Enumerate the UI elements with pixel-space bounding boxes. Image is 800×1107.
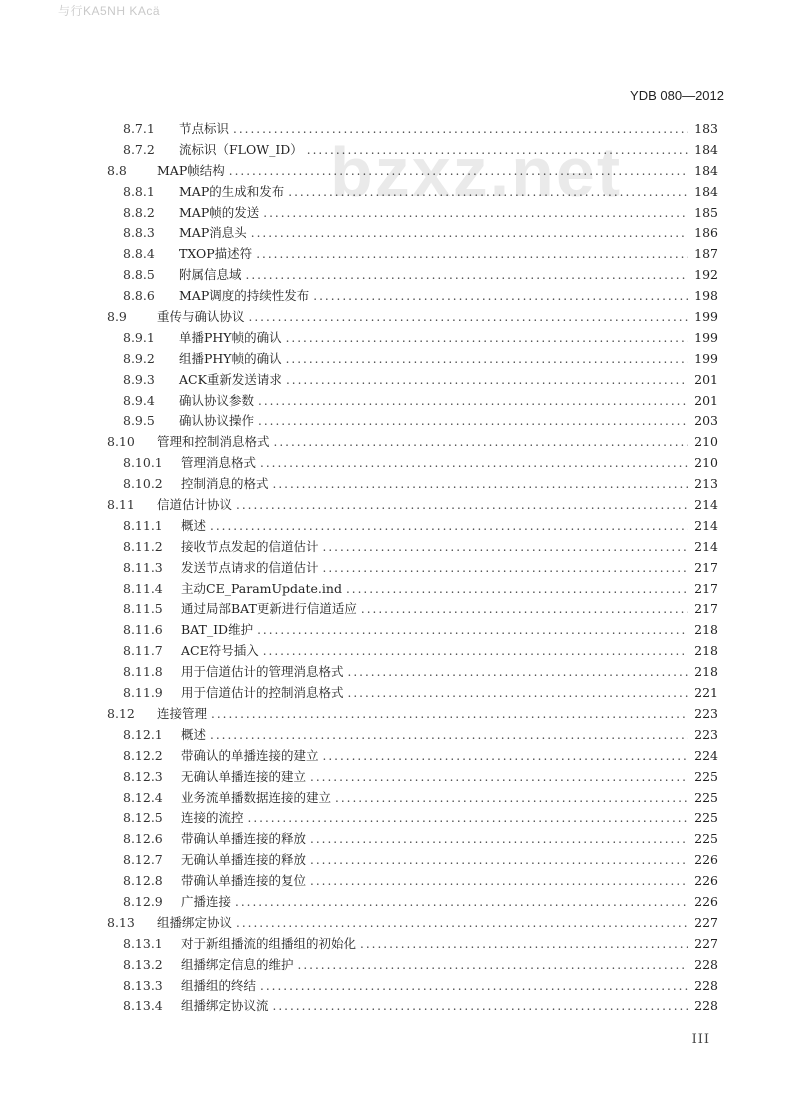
toc-entry-title: MAP消息头 — [179, 225, 247, 241]
toc-entry-page: 187 — [694, 246, 718, 262]
toc-dot-leader — [310, 853, 688, 867]
toc-entry[interactable] — [107, 223, 718, 244]
toc-entry-page: 214 — [694, 538, 718, 554]
toc-entry-number: 8.12.7 — [123, 852, 163, 868]
toc-dot-leader — [298, 958, 688, 972]
toc-entry-number: 8.12.6 — [123, 831, 163, 847]
toc-entry-title: 单播PHY帧的确认 — [179, 329, 282, 345]
toc-dot-leader — [229, 164, 688, 178]
toc-entry-page: 217 — [694, 559, 718, 575]
toc-entry-title: 组播绑定协议流 — [181, 998, 269, 1014]
toc-entry-number: 8.12.1 — [123, 726, 163, 742]
toc-dot-leader — [310, 874, 688, 888]
toc-entry-title: 节点标识 — [179, 121, 230, 136]
toc-entry-title: 重传与确认协议 — [157, 309, 245, 325]
toc-entry[interactable] — [107, 599, 718, 620]
toc-dot-leader — [258, 414, 688, 428]
toc-dot-leader — [274, 435, 688, 449]
toc-entry-number: 8.9.3 — [123, 371, 155, 387]
toc-dot-leader — [310, 770, 688, 784]
toc-dot-leader — [249, 310, 688, 324]
toc-entry-number: 8.11.4 — [123, 580, 163, 596]
toc-entry-title: 组播PHY帧的确认 — [179, 350, 282, 366]
toc-entry-number: 8.8.6 — [123, 288, 155, 304]
toc-entry-title: 组播组的终结 — [181, 977, 257, 993]
toc-entry-title: 带确认的单播连接的建立 — [181, 747, 319, 763]
toc-entry-title: ACE符号插入 — [181, 643, 259, 659]
top-header-mark: 与行KA5NH KAcä — [58, 4, 161, 18]
toc-entry-number: 8.9.4 — [123, 392, 155, 408]
toc-dot-leader — [335, 791, 688, 805]
toc-entry[interactable] — [107, 913, 718, 934]
toc-entry-title: 连接的流控 — [181, 810, 244, 826]
toc-dot-leader — [286, 331, 688, 345]
toc-entry[interactable] — [107, 850, 718, 871]
toc-entry-number: 8.12.2 — [123, 747, 163, 763]
toc-entry-page: 192 — [694, 267, 718, 283]
toc-dot-leader — [263, 206, 688, 220]
toc-entry[interactable] — [107, 161, 718, 182]
toc-entry[interactable] — [107, 474, 718, 495]
toc-dot-leader — [248, 811, 688, 825]
toc-entry-number: 8.9 — [107, 309, 127, 325]
toc-dot-leader — [260, 456, 688, 470]
toc-entry-title: 无确认单播连接的释放 — [181, 852, 307, 868]
toc-entry-number: 8.10 — [107, 434, 135, 450]
toc-dot-leader — [288, 185, 688, 199]
toc-entry[interactable] — [107, 996, 718, 1017]
toc-entry[interactable] — [107, 955, 718, 976]
toc-entry-page: 227 — [694, 935, 718, 951]
toc-entry-page: 223 — [694, 705, 718, 721]
toc-entry-number: 8.8.1 — [123, 183, 155, 199]
toc-entry-title: TXOP描述符 — [179, 246, 253, 262]
toc-entry-number: 8.12.9 — [123, 893, 163, 909]
toc-entry[interactable] — [107, 746, 718, 767]
toc-entry[interactable] — [107, 119, 718, 140]
toc-dot-leader — [211, 707, 688, 721]
toc-dot-leader — [258, 394, 688, 408]
toc-dot-leader — [323, 561, 688, 575]
toc-entry[interactable] — [107, 683, 718, 704]
toc-entry[interactable] — [107, 495, 718, 516]
toc-entry-title: 主动CE_ParamUpdate.ind — [181, 580, 342, 596]
toc-entry-number: 8.13.1 — [123, 935, 163, 951]
toc-entry[interactable] — [107, 871, 718, 892]
toc-entry-page: 226 — [694, 852, 718, 868]
toc-entry-page: 214 — [694, 497, 718, 513]
toc-entry-page: 199 — [694, 350, 718, 366]
toc-dot-leader — [346, 582, 688, 596]
toc-entry-page: 224 — [694, 747, 718, 763]
toc-entry-number: 8.8.3 — [123, 225, 155, 241]
toc-dot-leader — [235, 895, 688, 909]
toc-entry[interactable] — [107, 620, 718, 641]
toc-entry[interactable] — [107, 641, 718, 662]
toc-entry-title: 组播绑定信息的维护 — [181, 956, 294, 972]
toc-entry[interactable] — [107, 829, 718, 850]
toc-entry-title: 连接管理 — [157, 705, 208, 721]
toc-entry-page: 226 — [694, 873, 718, 889]
toc-dot-leader — [236, 916, 688, 930]
toc-dot-leader — [307, 143, 688, 157]
toc-dot-leader — [236, 498, 688, 512]
toc-entry-number: 8.12.8 — [123, 873, 163, 889]
toc-entry-number: 8.10.2 — [123, 476, 163, 492]
toc-entry-page: 201 — [694, 392, 718, 408]
toc-entry[interactable] — [107, 537, 718, 558]
toc-entry-title: 用于信道估计的控制消息格式 — [181, 685, 344, 701]
toc-dot-leader — [233, 122, 688, 136]
toc-entry[interactable] — [107, 453, 718, 474]
toc-entry-number: 8.13.3 — [123, 977, 163, 993]
toc-entry-title: MAP的生成和发布 — [179, 183, 285, 199]
toc-entry-page: 184 — [694, 183, 718, 199]
toc-entry[interactable] — [107, 976, 718, 997]
toc-entry-number: 8.12.5 — [123, 810, 163, 826]
toc-entry-number: 8.11.5 — [123, 601, 163, 617]
toc-entry-title: BAT_ID维护 — [181, 622, 254, 638]
toc-entry-title: 用于信道估计的管理消息格式 — [181, 664, 344, 680]
toc-entry-page: 223 — [694, 726, 718, 742]
toc-entry-number: 8.11.6 — [123, 622, 163, 638]
toc-dot-leader — [273, 477, 688, 491]
toc-entry-title: 流标识（FLOW_ID） — [179, 141, 303, 157]
toc-entry-number: 8.8.4 — [123, 246, 155, 262]
toc-entry-title: 业务流单播数据连接的建立 — [181, 789, 332, 805]
toc-entry-page: 221 — [694, 685, 718, 701]
toc-entry-page: 226 — [694, 893, 718, 909]
toc-entry-number: 8.12 — [107, 705, 135, 721]
toc-entry[interactable] — [107, 244, 718, 265]
toc-entry-number: 8.12.3 — [123, 768, 163, 784]
toc-dot-leader — [360, 937, 688, 951]
toc-entry-title: MAP调度的持续性发布 — [179, 288, 310, 304]
toc-dot-leader — [260, 979, 688, 993]
toc-entry-page: 198 — [694, 288, 718, 304]
toc-dot-leader — [286, 373, 688, 387]
toc-dot-leader — [323, 749, 688, 763]
toc-entry-number: 8.10.1 — [123, 455, 163, 471]
toc-entry-title: 概述 — [181, 517, 207, 533]
toc-entry-page: 218 — [694, 643, 718, 659]
toc-entry[interactable] — [107, 788, 718, 809]
toc-entry[interactable] — [107, 579, 718, 600]
toc-entry-page: 227 — [694, 914, 718, 930]
toc-entry-page: 217 — [694, 601, 718, 617]
toc-dot-leader — [348, 665, 688, 679]
toc-entry-number: 8.11.8 — [123, 664, 163, 680]
toc-entry-title: 确认协议操作 — [179, 413, 255, 429]
toc-entry-title: MAP帧结构 — [157, 162, 225, 178]
document-code: YDB 080—2012 — [630, 88, 724, 103]
toc-entry-number: 8.11.9 — [123, 685, 163, 701]
toc-entry-title: 带确认单播连接的释放 — [181, 831, 307, 847]
toc-entry-page: 228 — [694, 977, 718, 993]
toc-entry-number: 8.9.1 — [123, 329, 155, 345]
toc-entry-number: 8.9.2 — [123, 350, 155, 366]
toc-entry-page: 186 — [694, 225, 718, 241]
toc-entry[interactable] — [107, 558, 718, 579]
toc-dot-leader — [348, 686, 688, 700]
toc-entry[interactable] — [107, 307, 718, 328]
toc-entry[interactable] — [107, 411, 718, 432]
toc-entry-number: 8.13 — [107, 914, 135, 930]
toc-entry-title: 发送节点请求的信道估计 — [181, 559, 319, 575]
toc-dot-leader — [310, 832, 688, 846]
toc-entry-page: 218 — [694, 622, 718, 638]
toc-entry-page: 183 — [694, 121, 718, 136]
toc-entry[interactable] — [107, 808, 718, 829]
toc-entry-number: 8.12.4 — [123, 789, 163, 805]
toc-entry-number: 8.7.2 — [123, 141, 155, 157]
toc-entry-title: 概述 — [181, 726, 207, 742]
toc-dot-leader — [263, 644, 688, 658]
toc-entry-number: 8.11.1 — [123, 517, 163, 533]
watermark: bzxz.net — [330, 133, 623, 211]
toc-entry-title: 确认协议参数 — [179, 392, 255, 408]
toc-dot-leader — [323, 540, 688, 554]
toc-entry-number: 8.11.3 — [123, 559, 163, 575]
toc-entry[interactable] — [107, 182, 718, 203]
toc-entry[interactable] — [107, 391, 718, 412]
toc-dot-leader — [256, 247, 688, 261]
toc-entry-number: 8.11.2 — [123, 538, 163, 554]
toc-entry-page: 225 — [694, 831, 718, 847]
toc-entry-title: 管理和控制消息格式 — [157, 434, 270, 450]
toc-entry[interactable] — [107, 704, 718, 725]
toc-entry-number: 8.8.5 — [123, 267, 155, 283]
toc-dot-leader — [313, 289, 688, 303]
toc-entry-page: 184 — [694, 162, 718, 178]
page-folio: III — [691, 1032, 710, 1047]
toc-dot-leader — [210, 519, 688, 533]
toc-entry-page: 213 — [694, 476, 718, 492]
toc-entry-title: ACK重新发送请求 — [179, 371, 282, 387]
toc-dot-leader — [210, 728, 688, 742]
toc-entry[interactable] — [107, 892, 718, 913]
toc-entry[interactable] — [107, 370, 718, 391]
toc-entry-page: 228 — [694, 956, 718, 972]
toc-entry-page: 199 — [694, 309, 718, 325]
toc-entry-number: 8.13.4 — [123, 998, 163, 1014]
toc-entry-page: 225 — [694, 768, 718, 784]
toc-dot-leader — [361, 602, 688, 616]
toc-dot-leader — [251, 226, 688, 240]
toc-entry[interactable] — [107, 516, 718, 537]
toc-entry-page: 214 — [694, 517, 718, 533]
toc-entry[interactable] — [107, 286, 718, 307]
toc-entry-number: 8.8.2 — [123, 204, 155, 220]
toc-entry-number: 8.9.5 — [123, 413, 155, 429]
toc-dot-leader — [286, 352, 688, 366]
toc-entry-page: 225 — [694, 789, 718, 805]
toc-entry-title: 管理消息格式 — [181, 455, 257, 471]
toc-entry[interactable] — [107, 328, 718, 349]
toc-entry-title: 广播连接 — [181, 893, 232, 909]
toc-entry-title: 通过局部BAT更新进行信道适应 — [181, 601, 357, 617]
toc-entry-number: 8.13.2 — [123, 956, 163, 972]
toc-entry-title: 信道估计协议 — [157, 497, 233, 513]
toc-entry-page: 217 — [694, 580, 718, 596]
toc-entry-title: 控制消息的格式 — [181, 476, 269, 492]
toc-dot-leader — [257, 623, 688, 637]
toc-entry-title: 无确认单播连接的建立 — [181, 768, 307, 784]
toc-entry-title: 附属信息域 — [179, 267, 242, 283]
toc-dot-leader — [246, 268, 688, 282]
toc-entry-page: 185 — [694, 204, 718, 220]
toc-entry-page: 184 — [694, 141, 718, 157]
toc-entry[interactable] — [107, 662, 718, 683]
toc-entry-number: 8.11.7 — [123, 643, 163, 659]
toc-entry[interactable] — [107, 203, 718, 224]
toc-dot-leader — [273, 999, 688, 1013]
toc-entry[interactable] — [107, 767, 718, 788]
toc-entry-page: 218 — [694, 664, 718, 680]
toc-entry-title: 接收节点发起的信道估计 — [181, 538, 319, 554]
toc-entry-title: 带确认单播连接的复位 — [181, 873, 307, 889]
toc-entry-title: 对于新组播流的组播组的初始化 — [181, 935, 357, 951]
toc-entry[interactable] — [107, 432, 718, 453]
toc-entry[interactable] — [107, 265, 718, 286]
toc-entry-page: 225 — [694, 810, 718, 826]
toc-entry-page: 203 — [694, 413, 718, 429]
toc-entry-title: 组播绑定协议 — [157, 914, 233, 930]
toc-entry-number: 8.11 — [107, 497, 135, 513]
toc-entry-page: 201 — [694, 371, 718, 387]
toc-entry-title: MAP帧的发送 — [179, 204, 260, 220]
toc-entry[interactable] — [107, 349, 718, 370]
toc-entry-number: 8.8 — [107, 162, 127, 178]
toc-entry-page: 228 — [694, 998, 718, 1014]
table-of-contents — [107, 119, 718, 1017]
toc-entry-page: 210 — [694, 455, 718, 471]
toc-entry-number: 8.7.1 — [123, 121, 155, 136]
toc-entry-page: 210 — [694, 434, 718, 450]
toc-entry[interactable] — [107, 934, 718, 955]
toc-entry[interactable] — [107, 140, 718, 161]
toc-entry[interactable] — [107, 725, 718, 746]
toc-entry-page: 199 — [694, 329, 718, 345]
